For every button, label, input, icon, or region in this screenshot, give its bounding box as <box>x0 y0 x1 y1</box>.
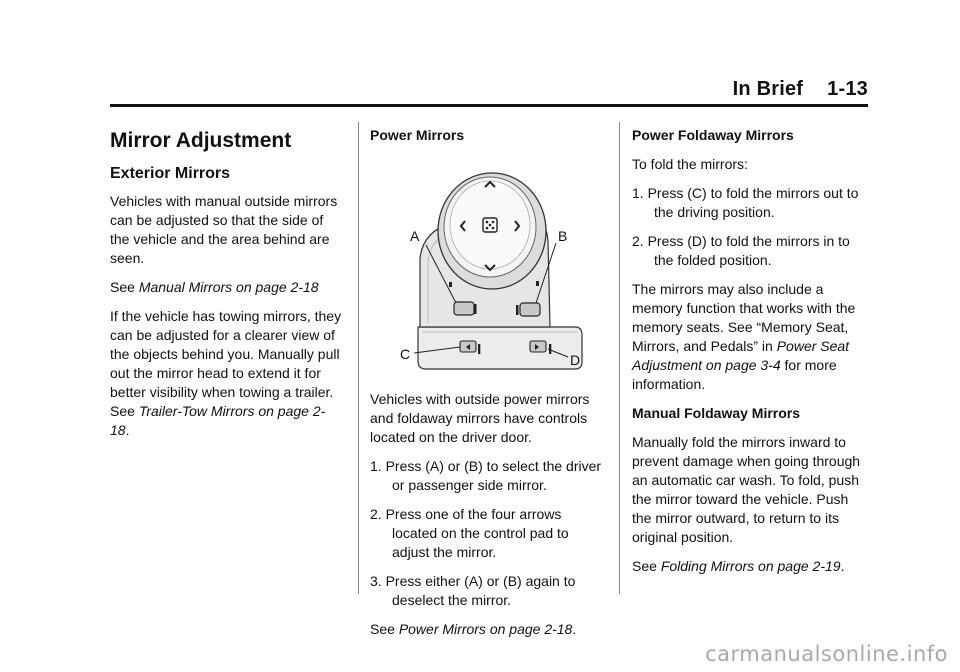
page-number: 1-13 <box>827 78 868 100</box>
paragraph: Vehicles with outside power mirrors and foldaway mirrors have controls located on the driver door. <box>370 391 590 445</box>
list-item: 3. Press either (A) or (B) again to deselect the mirror. <box>370 573 576 608</box>
cross-reference: Power Mirrors on page 2-18 <box>398 621 573 637</box>
subsection-heading: Power Foldaway Mirrors <box>632 127 794 143</box>
page-header <box>733 78 868 101</box>
see-prefix: See <box>632 558 657 574</box>
paragraph: To fold the mirrors: <box>632 156 748 172</box>
see-reference <box>370 620 606 639</box>
list-item: 2. Press (D) to fold the mirrors in to the folded position. <box>632 233 850 268</box>
label-a: A <box>410 228 420 244</box>
paragraph-text: If the vehicle has towing mirrors, they can be adjusted for a clearer view of the objects behind you. Manually pull out the mirror head to extend it for better visibility when towing a trailer. See <box>110 308 342 419</box>
punctuation: . <box>840 558 845 574</box>
label-d: D <box>570 352 581 368</box>
list-item: 1. Press (A) or (B) to select the driver or passenger side mirror. <box>370 458 602 493</box>
column-3 <box>632 126 868 586</box>
punctuation: . <box>125 422 130 438</box>
paragraph <box>110 307 342 440</box>
section-title: In Brief <box>732 78 804 100</box>
label-b: B <box>558 228 568 244</box>
cross-reference: Power Seat Adjustment on page 3-4 <box>632 338 850 373</box>
cross-reference: Trailer-Tow Mirrors on page 2-18 <box>110 403 326 438</box>
list-item: 1. Press (C) to fold the mirrors out to the driving position. <box>632 185 859 220</box>
column-2 <box>370 126 606 649</box>
paragraph <box>632 280 868 394</box>
watermark: carmanualsonline.info <box>705 642 948 666</box>
list-item: 2. Press one of the four arrows located on the control pad to adjust the mirror. <box>370 506 569 560</box>
paragraph: Vehicles with manual outside mirrors can be adjusted so that the side of the vehicle and the area behind are seen. <box>110 193 338 266</box>
steps-list <box>632 184 868 270</box>
steps-list <box>370 457 606 610</box>
column-divider-2 <box>619 122 620 594</box>
cross-reference: Folding Mirrors on page 2-19 <box>660 558 841 574</box>
subsection-heading: Exterior Mirrors <box>110 165 231 182</box>
see-prefix: See <box>370 621 395 637</box>
punctuation: . <box>572 621 577 637</box>
label-c: C <box>400 346 411 362</box>
mirror-control-illustration <box>370 157 606 377</box>
header-rule <box>110 104 868 107</box>
subsection-heading: Power Mirrors <box>370 127 465 143</box>
cross-reference: Manual Mirrors on page 2-18 <box>138 279 319 295</box>
section-heading: Mirror Adjustment <box>110 129 292 152</box>
paragraph-text: for more information. <box>632 357 837 392</box>
column-divider-1 <box>358 122 359 594</box>
see-reference <box>110 278 342 297</box>
see-reference <box>632 557 868 576</box>
paragraph-text: The mirrors may also include a memory function that works with the memory seats. See “Memory Seat, Mirrors, and Pedals” in <box>632 281 856 354</box>
see-prefix: See <box>110 279 135 295</box>
column-1 <box>110 126 342 450</box>
paragraph: Manually fold the mirrors inward to prevent damage when going through an automatic car wash. To fold, push the mirror toward the vehicle. Push the mirror outward, to return to its original position. <box>632 434 861 545</box>
subsection-heading: Manual Foldaway Mirrors <box>632 405 801 421</box>
